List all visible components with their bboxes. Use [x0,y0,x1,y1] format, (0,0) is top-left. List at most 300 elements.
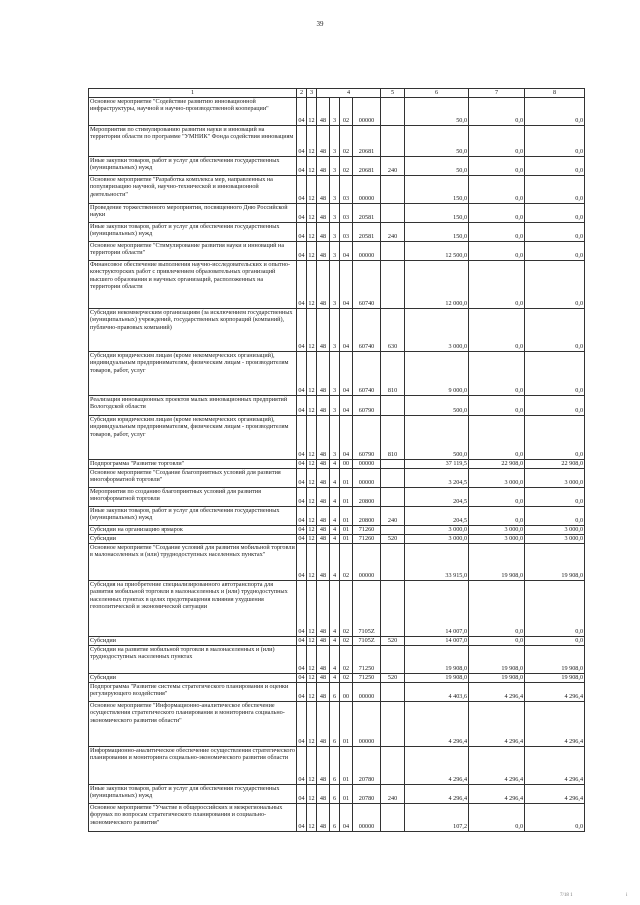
section-code: 04 [297,746,307,784]
direction-code: 71260 [353,525,381,534]
direction-code: 71250 [353,645,381,673]
row-name: Иные закупки товаров, работ и услуг для обеспечения государственных (муниципальных) нужд [89,156,297,175]
amount-col6: 19 908,0 [405,673,469,682]
subprogram-code: 6 [330,803,340,831]
row-name: Иные закупки товаров, работ и услуг для обеспечения государственных (муниципальных) нужд [89,222,297,241]
subsection-code: 12 [308,460,315,467]
activity-code: 04 [340,415,353,459]
table-row [89,803,585,831]
row-name: Основное мероприятие "Информационно-аналитическое обеспечение осуществления стратегического планирования и мониторинга социально-экономического развития области" [89,701,297,746]
amount-col8: 0,0 [525,395,585,415]
table-row [89,506,585,525]
amount-col7: 3 000,0 [469,468,525,487]
expense-type-code [381,543,405,580]
amount-col6: 19 908,0 [405,645,469,673]
expense-type-code [381,260,405,308]
direction-code: 20800 [353,487,381,506]
table-row [89,351,585,395]
amount-col6: 37 119,5 [405,459,469,468]
amount-col6: 50,0 [405,156,469,175]
direction-code: 00000 [353,701,381,746]
direction-code: 00000 [353,468,381,487]
subsection-code: 12 [307,487,317,506]
subprogram-code: 3 [330,308,340,351]
section-code: 04 [297,241,307,260]
footer-code: 7/18 1 [560,893,573,898]
amount-col8: 0,0 [525,97,585,125]
amount-col8: 3 000,0 [525,468,585,487]
activity-code: 03 [340,175,353,203]
table-row [89,125,585,156]
section-code: 04 [297,682,307,701]
amount-col6: 4 296,4 [405,701,469,746]
activity-code: 00 [340,682,353,701]
amount-col8: 4 296,4 [525,784,585,803]
amount-col6: 500,0 [405,415,469,459]
amount-col7: 0,0 [469,203,525,222]
program-code: 48 [317,645,330,673]
subprogram-code: 4 [330,506,340,525]
direction-code: 60740 [353,308,381,351]
subprogram-code: 3 [330,125,340,156]
subprogram-code: 4 [330,459,340,468]
table-row [89,784,585,803]
amount-col7: 0,0 [469,636,525,645]
amount-col7: 3 000,0 [469,525,525,534]
amount-col7: 4 296,4 [469,701,525,746]
amount-col8: 0,0 [525,125,585,156]
activity-code: 00 [340,459,353,468]
row-name: Основное мероприятие "Стимулирование развития науки и инноваций на территории области" [89,241,297,260]
section-code: 04 [297,395,307,415]
table-row [89,645,585,673]
amount-col8: 0,0 [525,506,585,525]
row-name: Основное мероприятие "Участие в общероссийских и межрегиональных форумах по вопросам стратегического планирования и социально-экономического развития" [89,803,297,831]
program-code: 48 [317,673,330,682]
row-name: Субсидия на приобретение специализированного автотранспорта для развития мобильной торговли в малонаселенных и (или) труднодоступных населенных пунктах в целях предотвращения влияния ухудшения геополитической и экономической ситуации [89,580,297,636]
subprogram-code: 6 [330,746,340,784]
direction-code: 60790 [353,415,381,459]
amount-col8: 0,0 [525,203,585,222]
amount-col8: 0,0 [525,803,585,831]
amount-col6: 204,5 [405,506,469,525]
amount-col6: 3 000,0 [405,308,469,351]
subsection-code: 12 [308,637,315,644]
section-code: 04 [297,784,307,803]
program-code: 48 [317,459,330,468]
table-row [89,308,585,351]
amount-col7: 0,0 [469,308,525,351]
amount-col8: 4 296,4 [525,682,585,701]
program-code: 48 [317,175,330,203]
subprogram-code: 3 [330,175,340,203]
section-code: 04 [297,222,307,241]
expense-type-code: 810 [381,351,405,395]
subprogram-code: 4 [330,468,340,487]
amount-col7: 0,0 [469,803,525,831]
subsection-code: 12 [307,645,317,673]
program-code: 48 [317,415,330,459]
subsection-code: 12 [307,543,317,580]
subprogram-code: 4 [330,580,340,636]
header-cell: 6 [405,89,469,98]
subsection-code: 12 [307,125,317,156]
activity-code: 04 [340,308,353,351]
activity-code: 01 [340,701,353,746]
amount-col7: 4 296,4 [469,682,525,701]
direction-code: 00000 [353,803,381,831]
direction-code: 20681 [353,125,381,156]
subsection-code: 12 [307,784,317,803]
amount-col7: 0,0 [469,351,525,395]
header-cell: 7 [469,89,525,98]
program-code: 48 [317,308,330,351]
row-name: Основное мероприятие "Создание условий для развития мобильной торговли в малонаселенных и (или) труднодоступных населенных пунктах" [89,543,297,580]
table-row [89,175,585,203]
direction-code: 20780 [353,746,381,784]
amount-col6: 12 500,0 [405,241,469,260]
expense-type-code [381,97,405,125]
amount-col6: 500,0 [405,395,469,415]
subsection-code: 12 [307,351,317,395]
subprogram-code: 4 [330,543,340,580]
table-row [89,156,585,175]
row-name: Мероприятия по созданию благоприятных условий для развития многоформатной торговли [89,487,297,506]
direction-code: 00000 [353,682,381,701]
section-code: 04 [297,351,307,395]
row-name: Субсидии юридическим лицам (кроме некоммерческих организаций), индивидуальным предпринимателям, физическим лицам - производителям товаров, работ, услуг [89,351,297,395]
activity-code: 04 [340,395,353,415]
direction-code: 20800 [353,506,381,525]
program-code: 48 [317,525,330,534]
direction-code: 7105Z [353,636,381,645]
amount-col7: 0,0 [469,580,525,636]
program-code: 48 [317,487,330,506]
subprogram-code: 4 [330,534,340,543]
row-name: Основное мероприятие "Разработка комплекса мер, направленных на популяризацию научной, научно-технической и инновационной деятельности" [89,175,297,203]
direction-code: 20581 [353,203,381,222]
table-row [89,260,585,308]
subsection-code: 12 [308,535,315,542]
program-code: 48 [317,701,330,746]
activity-code: 01 [340,506,353,525]
amount-col6: 150,0 [405,203,469,222]
program-code: 48 [317,784,330,803]
amount-col8: 0,0 [525,415,585,459]
subsection-code: 12 [307,580,317,636]
subsection-code: 12 [307,395,317,415]
budget-table [88,88,585,832]
page-number: 39 [316,20,324,28]
amount-col6: 150,0 [405,175,469,203]
program-code: 48 [317,468,330,487]
row-name: Иные закупки товаров, работ и услуг для обеспечения государственных (муниципальных) нужд [89,506,297,525]
amount-col8: 0,0 [525,175,585,203]
activity-code: 03 [340,203,353,222]
amount-col7: 19 908,0 [469,543,525,580]
table-row [89,636,585,645]
table-row [89,459,585,468]
amount-col8: 0,0 [525,308,585,351]
amount-col7: 3 000,0 [469,534,525,543]
direction-code: 71260 [353,534,381,543]
subprogram-code: 4 [330,673,340,682]
program-code: 48 [317,803,330,831]
program-code: 48 [317,260,330,308]
amount-col7: 0,0 [469,97,525,125]
table-row [89,534,585,543]
subsection-code: 12 [307,746,317,784]
expense-type-code [381,468,405,487]
direction-code: 00000 [353,543,381,580]
program-code: 48 [317,534,330,543]
table-row [89,682,585,701]
row-name: Основное мероприятие "Создание благоприятных условий для развития многоформатной торговли" [89,468,297,487]
expense-type-code [381,525,405,534]
section-code: 04 [297,415,307,459]
amount-col7: 0,0 [469,487,525,506]
section-code: 04 [298,460,305,467]
row-name: Проведение торжественного мероприятия, посвященного Дню Российской науки [89,203,297,222]
amount-col8: 4 296,4 [525,701,585,746]
amount-col6: 50,0 [405,97,469,125]
section-code: 04 [297,701,307,746]
row-name: Субсидии [89,673,297,682]
expense-type-code [381,125,405,156]
subsection-code: 12 [307,506,317,525]
amount-col8: 22 908,0 [525,459,585,468]
subsection-code: 12 [307,701,317,746]
row-name: Подпрограмма "Развитие торговли" [89,459,297,468]
expense-type-code [381,701,405,746]
section-code: 04 [297,506,307,525]
table-row [89,415,585,459]
amount-col7: 0,0 [469,156,525,175]
activity-code: 01 [340,487,353,506]
section-code: 04 [297,543,307,580]
section-code: 04 [297,487,307,506]
expense-type-code: 520 [381,534,405,543]
amount-col8: 0,0 [525,156,585,175]
program-code: 48 [317,636,330,645]
expense-type-code: 630 [381,308,405,351]
amount-col8: 0,0 [525,222,585,241]
table-row [89,701,585,746]
amount-col6: 12 000,0 [405,260,469,308]
amount-col7: 19 908,0 [469,645,525,673]
subsection-code: 12 [307,682,317,701]
program-code: 48 [317,351,330,395]
section-code: 04 [297,125,307,156]
expense-type-code [381,580,405,636]
amount-col6: 33 915,0 [405,543,469,580]
table-row [89,543,585,580]
expense-type-code [381,175,405,203]
row-name: Субсидии [89,636,297,645]
section-code: 04 [297,645,307,673]
amount-col8: 0,0 [525,351,585,395]
table-row [89,468,585,487]
direction-code: 20581 [353,222,381,241]
activity-code: 02 [340,125,353,156]
direction-code: 20681 [353,156,381,175]
row-name: Основное мероприятие "Содействие развитию инновационной инфраструктуры, научной и научно-производственной кооперации" [89,97,297,125]
program-code: 48 [317,203,330,222]
table-row [89,580,585,636]
header-cell: 2 [297,89,307,98]
program-code: 48 [317,395,330,415]
activity-code: 02 [340,97,353,125]
direction-code: 7105Z [353,580,381,636]
section-code: 04 [297,203,307,222]
amount-col7: 0,0 [469,415,525,459]
amount-col8: 19 908,0 [525,543,585,580]
subprogram-code: 6 [330,682,340,701]
subsection-code: 12 [307,156,317,175]
direction-code: 60740 [353,351,381,395]
section-code: 04 [298,526,305,533]
subprogram-code: 3 [330,260,340,308]
direction-code: 00000 [353,241,381,260]
subprogram-code: 3 [330,241,340,260]
expense-type-code: 520 [381,673,405,682]
subsection-code: 12 [307,308,317,351]
subprogram-code: 3 [330,351,340,395]
amount-col6: 4 296,4 [405,784,469,803]
activity-code: 01 [340,784,353,803]
program-code: 48 [317,97,330,125]
amount-col6: 50,0 [405,125,469,156]
expense-type-code [381,682,405,701]
subsection-code: 12 [307,97,317,125]
amount-col7: 0,0 [469,222,525,241]
amount-col6: 14 007,0 [405,580,469,636]
row-name: Иные закупки товаров, работ и услуг для обеспечения государственных (муниципальных) нужд [89,784,297,803]
subprogram-code: 3 [330,156,340,175]
program-code: 48 [317,125,330,156]
expense-type-code: 810 [381,415,405,459]
program-code: 48 [317,156,330,175]
direction-code: 00000 [353,175,381,203]
row-name: Субсидии на развитие мобильной торговли в малонаселенных и (или) труднодоступных населенных пунктах [89,645,297,673]
expense-type-code [381,459,405,468]
expense-type-code: 240 [381,784,405,803]
activity-code: 02 [340,543,353,580]
row-name: Субсидии юридическим лицам (кроме некоммерческих организаций), индивидуальным предпринимателям, физическим лицам - производителям товаров, работ, услуг [89,415,297,459]
table-header-row [89,89,585,98]
subprogram-code: 4 [330,525,340,534]
amount-col6: 107,2 [405,803,469,831]
activity-code: 02 [340,636,353,645]
amount-col8: 3 000,0 [525,534,585,543]
subsection-code: 12 [307,222,317,241]
subsection-code: 12 [308,674,315,681]
subsection-code: 12 [307,415,317,459]
amount-col6: 150,0 [405,222,469,241]
direction-code: 00000 [353,97,381,125]
amount-col8: 19 908,0 [525,645,585,673]
amount-col8: 0,0 [525,487,585,506]
amount-col6: 204,5 [405,487,469,506]
subprogram-code: 4 [330,636,340,645]
section-code: 04 [297,175,307,203]
activity-code: 03 [340,222,353,241]
activity-code: 01 [340,746,353,784]
amount-col8: 0,0 [525,636,585,645]
header-cell: 4 [317,89,381,98]
amount-col6: 14 007,0 [405,636,469,645]
activity-code: 04 [340,803,353,831]
section-code: 04 [297,260,307,308]
subsection-code: 12 [308,526,315,533]
subprogram-code: 4 [330,487,340,506]
amount-col7: 19 908,0 [469,673,525,682]
amount-col8: 4 296,4 [525,746,585,784]
direction-code: 20780 [353,784,381,803]
amount-col6: 4 403,6 [405,682,469,701]
table-row [89,673,585,682]
amount-col7: 4 296,4 [469,784,525,803]
expense-type-code: 240 [381,506,405,525]
subprogram-code: 3 [330,395,340,415]
program-code: 48 [317,506,330,525]
expense-type-code: 240 [381,156,405,175]
row-name: Реализация инновационных проектов малых инновационных предприятий Вологодской области [89,395,297,415]
table-row [89,203,585,222]
amount-col6: 3 000,0 [405,525,469,534]
footer-mark: i [626,893,628,898]
table-row [89,487,585,506]
expense-type-code: 520 [381,636,405,645]
subprogram-code: 3 [330,203,340,222]
expense-type-code [381,203,405,222]
table-row [89,525,585,534]
table-row [89,97,585,125]
subsection-code: 12 [307,803,317,831]
row-name: Подпрограмма "Развитие системы стратегического планирования и оценки регулирующего воздействия" [89,682,297,701]
section-code: 04 [297,468,307,487]
program-code: 48 [317,543,330,580]
section-code: 04 [297,308,307,351]
row-name: Мероприятия по стимулированию развития науки и инноваций на территории области по программе "УМНИК" Фонда содействия инновациям [89,125,297,156]
amount-col7: 0,0 [469,506,525,525]
amount-col7: 0,0 [469,175,525,203]
subprogram-code: 3 [330,97,340,125]
program-code: 48 [317,746,330,784]
amount-col6: 4 296,4 [405,746,469,784]
subprogram-code: 3 [330,415,340,459]
amount-col6: 3 204,5 [405,468,469,487]
amount-col7: 0,0 [469,125,525,156]
activity-code: 01 [340,525,353,534]
amount-col8: 19 908,0 [525,673,585,682]
section-code: 04 [297,580,307,636]
amount-col6: 3 000,0 [405,534,469,543]
header-cell: 8 [525,89,585,98]
header-cell: 1 [89,89,297,98]
section-code: 04 [297,156,307,175]
expense-type-code [381,395,405,415]
activity-code: 01 [340,468,353,487]
amount-col7: 22 908,0 [469,459,525,468]
amount-col7: 0,0 [469,260,525,308]
row-name: Субсидии на организацию ярмарок [89,525,297,534]
section-code: 04 [297,97,307,125]
subprogram-code: 3 [330,222,340,241]
direction-code: 00000 [353,459,381,468]
subprogram-code: 6 [330,784,340,803]
expense-type-code [381,746,405,784]
